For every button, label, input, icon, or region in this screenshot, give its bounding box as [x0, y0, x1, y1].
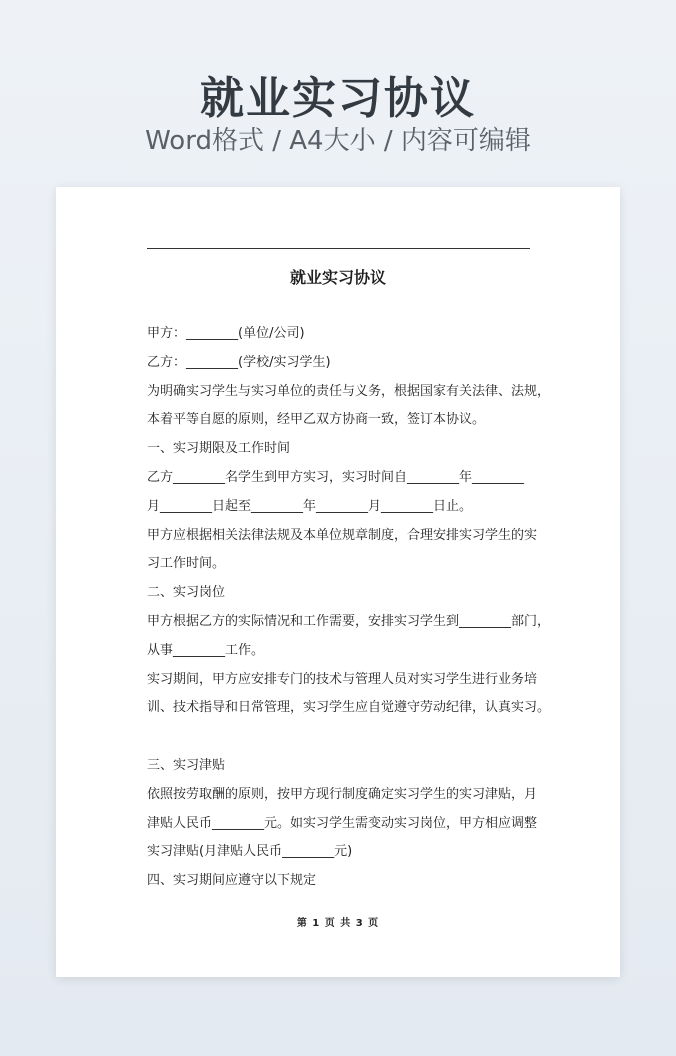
section-4-heading: 四、实习期间应遵守以下规定 — [147, 873, 317, 889]
preamble-line-1: 为明确实习学生与实习单位的责任与义务，根据国家有关法律、法规， — [147, 383, 551, 399]
section-2-heading: 二、实习岗位 — [147, 585, 226, 601]
hero-subtitle: Word格式 / A4大小 / 内容可编辑 — [145, 126, 531, 156]
section-1-line-1: 乙方________名学生到甲方实习，实习时间自________年________ — [147, 469, 525, 485]
hero-title: 就业实习协议 — [200, 73, 476, 124]
section-3-line-1: 依照按劳取酬的原则，按甲方现行制度确定实习学生的实习津贴，月 — [147, 786, 538, 802]
blank-line — [147, 723, 542, 752]
section-2-line-4: 训、技术指导和日常管理，实习学生应自觉遵守劳动纪律，认真实习。 — [147, 700, 551, 716]
section-3-line-2: 津贴人民币________元。如实习学生需变动实习岗位，甲方相应调整 — [147, 815, 538, 831]
section-1-line-2: 月________日起至________年________月________日止。 — [147, 498, 473, 514]
document-body — [147, 320, 551, 896]
section-2-line-3: 实习期间，甲方应安排专门的技术与管理人员对实习学生进行业务培 — [147, 671, 538, 687]
preamble-line-2: 本着平等自愿的原则，经甲乙双方协商一致，签订本协议。 — [147, 412, 486, 428]
section-1-heading: 一、实习期限及工作时间 — [147, 441, 291, 457]
party-b-line: 乙方：________(学校/实习学生) — [147, 354, 331, 370]
section-3-heading: 三、实习津贴 — [147, 757, 226, 773]
section-2-line-2: 从事________工作。 — [147, 642, 265, 658]
document-title: 就业实习协议 — [289, 268, 386, 287]
section-1-line-3: 甲方应根据相关法律法规及本单位规章制度，合理安排实习学生的实 — [147, 527, 538, 543]
party-a-line: 甲方：________(单位/公司) — [147, 326, 305, 341]
section-3-line-3: 实习津贴(月津贴人民币________元) — [147, 844, 353, 860]
header-rule — [147, 248, 530, 249]
page-number: 第 1 页 共 3 页 — [296, 918, 380, 929]
section-1-line-4: 习工作时间。 — [147, 556, 226, 572]
document-page — [56, 187, 620, 977]
section-2-line-1: 甲方根据乙方的实际情况和工作需要，安排实习学生到________部门， — [147, 613, 551, 629]
